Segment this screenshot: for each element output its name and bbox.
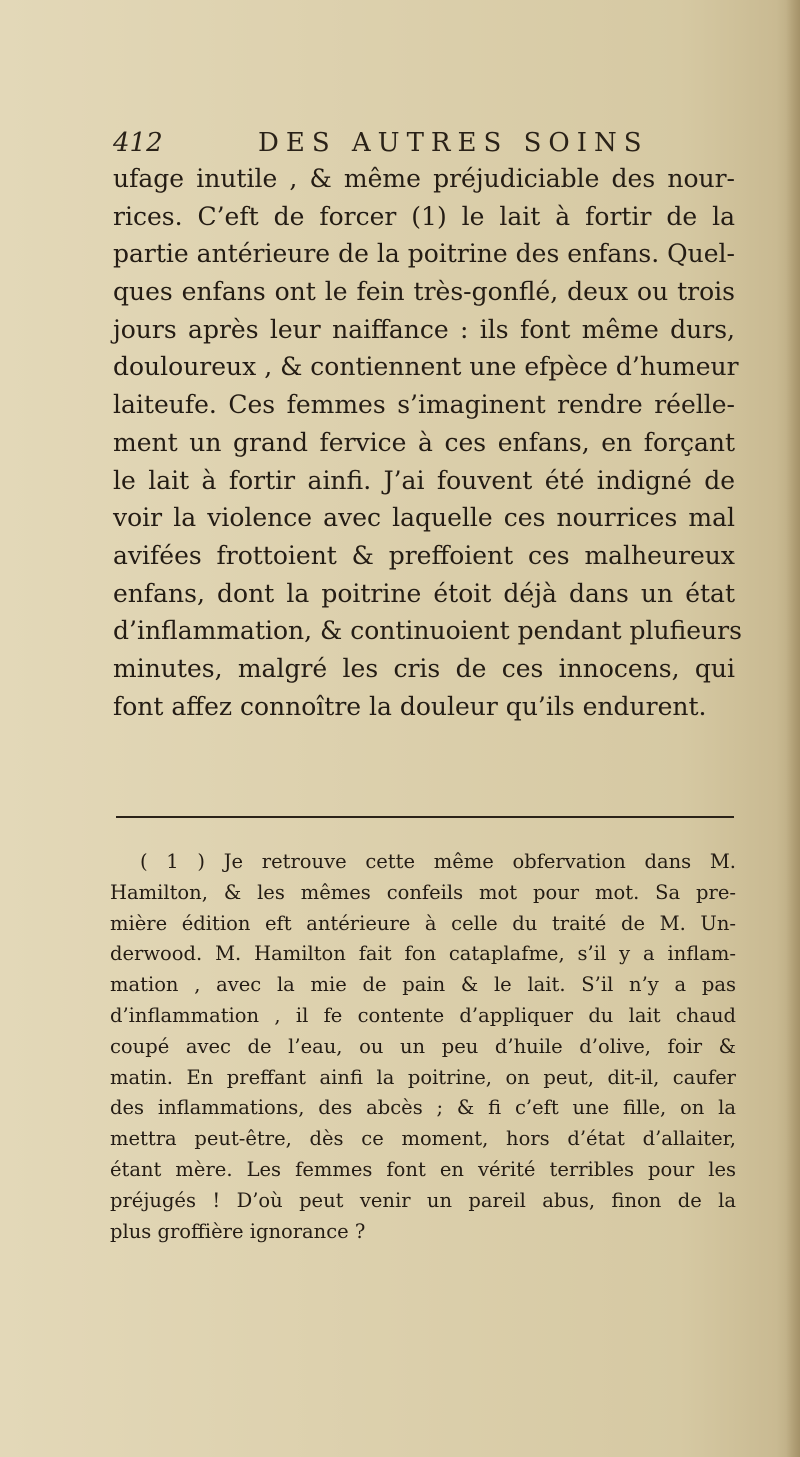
footnote-line: plus groffière ignorance ? bbox=[110, 1219, 366, 1243]
footnote-separator-rule bbox=[116, 816, 734, 818]
footnote-line: mettra peut-être, dès ce moment, hors d’état d’allaiter, bbox=[110, 1127, 736, 1151]
text-line: le lait à fortir ainfi. J’ai fouvent été indigné de bbox=[113, 465, 735, 495]
running-title: DES AUTRES SOINS bbox=[258, 128, 649, 158]
text-line: laiteufe. Ces femmes s’imaginent rendre réelle- bbox=[113, 390, 735, 420]
text-line: rices. C’eft de forcer (1) le lait à fortir de la bbox=[113, 201, 735, 231]
page-gutter-shadow bbox=[786, 0, 800, 1457]
footnote-line: des inflammations, des abcès ; & fi c’eft une fille, on la bbox=[110, 1096, 736, 1120]
text-line: avifées frottoient & preffoient ces malheureux bbox=[113, 540, 735, 570]
text-line: douloureux , & contiennent une efpèce d’humeur bbox=[113, 352, 739, 382]
text-line: voir la violence avec laquelle ces nourrices mal bbox=[113, 503, 735, 533]
text-line: enfans, dont la poitrine étoit déjà dans un état bbox=[113, 578, 735, 608]
footnote-line: étant mère. Les femmes font en vérité terribles pour les bbox=[110, 1157, 736, 1181]
text-line: d’inflammation, & continuoient pendant plufieurs bbox=[113, 616, 742, 646]
main-text bbox=[113, 160, 742, 725]
footnote-line: ( 1 ) Je retrouve cette même obfervation dans M. bbox=[140, 850, 736, 873]
page-number: 412 bbox=[113, 128, 163, 158]
footnote-line: Hamilton, & les mêmes confeils mot pour mot. Sa pre- bbox=[110, 880, 736, 904]
footnote-line: d’inflammation , il fe contente d’appliquer du lait chaud bbox=[110, 1003, 736, 1027]
text-line: minutes, malgré les cris de ces innocens, qui bbox=[113, 653, 735, 683]
text-line: ment un grand fervice à ces enfans, en forçant bbox=[113, 427, 735, 457]
footnote bbox=[110, 847, 736, 1247]
text-line: jours après leur naiffance : ils font même durs, bbox=[113, 314, 735, 344]
text-line: ufage inutile , & même préjudiciable des nour- bbox=[113, 164, 735, 193]
footnote-line: préjugés ! D’où peut venir un pareil abus, finon de la bbox=[110, 1188, 736, 1212]
footnote-line: mière édition eft antérieure à celle du traité de M. Un- bbox=[110, 911, 736, 935]
footnote-line: coupé avec de l’eau, ou un peu d’huile d’olive, foir & bbox=[110, 1034, 736, 1058]
text-line: font affez connoître la douleur qu’ils endurent. bbox=[113, 691, 707, 721]
footnote-line: matin. En preffant ainfi la poitrine, on peut, dit-il, caufer bbox=[110, 1065, 736, 1089]
footnote-line: mation , avec la mie de pain & le lait. S’il n’y a pas bbox=[110, 973, 736, 997]
footnote-line: derwood. M. Hamilton fait fon cataplafme, s’il y a inflam- bbox=[110, 942, 736, 966]
text-line: ques enfans ont le fein très-gonflé, deux ou trois bbox=[113, 277, 735, 307]
text-line: partie antérieure de la poitrine des enfans. Quel- bbox=[113, 239, 735, 269]
